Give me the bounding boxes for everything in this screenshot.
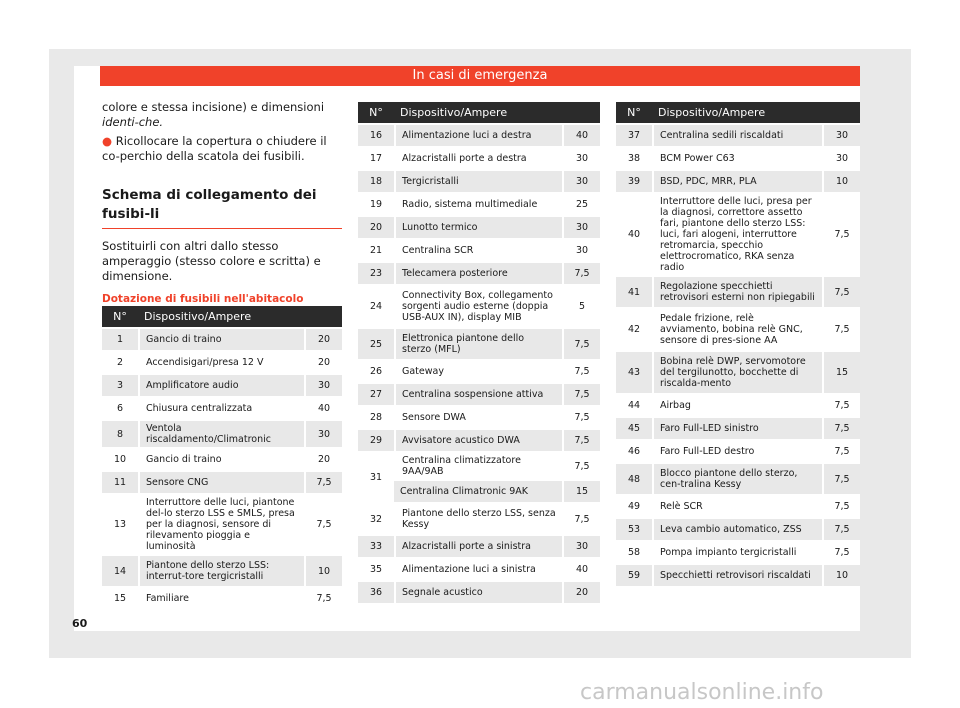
fuse-ampere: 7,5	[822, 277, 860, 307]
table-row	[616, 395, 860, 416]
fuse-ampere: 10	[304, 556, 342, 586]
fuse-number: 3	[102, 375, 138, 396]
intro-column	[102, 100, 342, 307]
fuse-number: 8	[102, 421, 138, 447]
fuse-device: Alzacristalli porte a destra	[394, 148, 562, 169]
table-row	[358, 407, 600, 428]
fuse-table-1	[102, 304, 342, 611]
table-row	[616, 309, 860, 350]
fuse-ampere: 30	[562, 240, 600, 261]
col-header-device: Dispositivo/Ampere	[138, 306, 342, 327]
fuse-number: 19	[358, 194, 394, 215]
fuse-number: 40	[616, 194, 652, 275]
fuse-device: Leva cambio automatico, ZSS	[652, 519, 822, 540]
fuse-ampere: 15	[562, 481, 600, 502]
fuse-ampere: 7,5	[822, 395, 860, 416]
fuse-ampere: 20	[304, 352, 342, 373]
section-title: Schema di collegamento dei fusibi-li	[102, 186, 342, 229]
fuse-ampere: 10	[822, 565, 860, 586]
table-row	[616, 418, 860, 439]
table-row	[358, 384, 600, 405]
fuse-device: Centralina climatizzatore 9AA/9AB	[394, 453, 562, 479]
fuse-number: 15	[102, 588, 138, 609]
fuse-number: 49	[616, 496, 652, 517]
fuse-device: Piantone dello sterzo LSS, senza Kessy	[394, 504, 562, 534]
fuse-number: 43	[616, 352, 652, 393]
fuse-ampere: 7,5	[822, 464, 860, 494]
table-row	[616, 565, 860, 586]
table-row	[616, 148, 860, 169]
table-row	[616, 464, 860, 494]
fuse-number: 24	[358, 286, 394, 327]
fuse-device: Bobina relè DWP, servomotore del tergilunotto, bocchette di riscalda-mento	[652, 352, 822, 393]
page-number: 60	[72, 617, 88, 630]
table-row	[616, 496, 860, 517]
fuse-number: 32	[358, 504, 394, 534]
fuse-ampere: 7,5	[562, 430, 600, 451]
table-row	[358, 453, 600, 479]
fuse-number: 11	[102, 472, 138, 493]
fuse-ampere: 7,5	[822, 441, 860, 462]
watermark: carmanualsonline.info	[580, 680, 824, 705]
table-row	[358, 361, 600, 382]
table-row	[358, 536, 600, 557]
fuse-number: 44	[616, 395, 652, 416]
fuse-number: 46	[616, 441, 652, 462]
fuse-ampere: 7,5	[562, 453, 600, 479]
col-header-number: N°	[616, 102, 652, 123]
fuse-device: Gancio di traino	[138, 329, 304, 350]
fuse-device: Gancio di traino	[138, 449, 304, 470]
fuse-number: 25	[358, 329, 394, 359]
fuse-device: Interruttore delle luci, presa per la diagnosi, correttore assetto fari, piantone dello sterzo LSS: luci, fari alogeni, interruttore retromarcia, specchio elettrocromatico, RKA senza radio	[652, 194, 822, 275]
fuse-number: 16	[358, 125, 394, 146]
fuse-table-3	[616, 100, 860, 588]
fuse-ampere: 30	[304, 375, 342, 396]
fuse-ampere: 7,5	[562, 504, 600, 534]
fuse-number: 27	[358, 384, 394, 405]
fuse-number: 41	[616, 277, 652, 307]
table-row	[102, 449, 342, 470]
fuse-device: Relè SCR	[652, 496, 822, 517]
fuse-ampere: 40	[562, 125, 600, 146]
col-header-number: N°	[102, 306, 138, 327]
fuse-device: Faro Full-LED sinistro	[652, 418, 822, 439]
fuse-table-2-body	[358, 125, 600, 603]
fuse-ampere: 7,5	[304, 588, 342, 609]
fuse-number: 45	[616, 418, 652, 439]
table-row	[102, 329, 342, 350]
table-row	[102, 588, 342, 609]
fuse-number: 10	[102, 449, 138, 470]
fuse-device: Avvisatore acustico DWA	[394, 430, 562, 451]
fuse-number: 38	[616, 148, 652, 169]
fuse-device: Connectivity Box, collegamento sorgenti audio esterne (doppia USB-AUX IN), display MIB	[394, 286, 562, 327]
table-row	[358, 148, 600, 169]
fuse-number: 20	[358, 217, 394, 238]
table-row	[616, 519, 860, 540]
fuse-ampere: 20	[562, 582, 600, 603]
table-row	[616, 194, 860, 275]
fuse-number: 26	[358, 361, 394, 382]
fuse-ampere: 7,5	[822, 496, 860, 517]
table-row	[358, 582, 600, 603]
table-row	[616, 542, 860, 563]
fuse-device: Telecamera posteriore	[394, 263, 562, 284]
fuse-table-1-body	[102, 329, 342, 609]
fuse-device: Gateway	[394, 361, 562, 382]
table-row	[358, 329, 600, 359]
fuse-ampere: 30	[822, 125, 860, 146]
fuse-number: 14	[102, 556, 138, 586]
table-row	[358, 125, 600, 146]
fuse-device: Sensore CNG	[138, 472, 304, 493]
fuse-ampere: 7,5	[562, 329, 600, 359]
fuse-device: Lunotto termico	[394, 217, 562, 238]
fuse-ampere: 7,5	[822, 519, 860, 540]
fuse-ampere: 20	[304, 449, 342, 470]
fuse-number: 18	[358, 171, 394, 192]
fuse-device: Amplificatore audio	[138, 375, 304, 396]
fuse-device: BSD, PDC, MRR, PLA	[652, 171, 822, 192]
fuse-device: Centralina sospensione attiva	[394, 384, 562, 405]
fuse-number: 39	[616, 171, 652, 192]
fuse-device: Airbag	[652, 395, 822, 416]
fuse-table-1-grid	[102, 304, 342, 611]
fuse-ampere: 30	[562, 148, 600, 169]
fuse-ampere: 10	[822, 171, 860, 192]
fuse-table-2	[358, 100, 600, 605]
fuse-ampere: 7,5	[304, 495, 342, 554]
col-header-device: Dispositivo/Ampere	[394, 102, 600, 123]
fuse-ampere: 15	[822, 352, 860, 393]
fuse-ampere: 7,5	[822, 194, 860, 275]
fuse-table-3-body	[616, 125, 860, 586]
table-row	[358, 504, 600, 534]
table-row	[358, 481, 600, 502]
fuse-device: Chiusura centralizzata	[138, 398, 304, 419]
table-row	[358, 171, 600, 192]
fuse-ampere: 5	[562, 286, 600, 327]
table-row	[616, 441, 860, 462]
fuse-number: 13	[102, 495, 138, 554]
col-header-device: Dispositivo/Ampere	[652, 102, 860, 123]
fuse-ampere: 30	[304, 421, 342, 447]
fuse-ampere: 7,5	[562, 384, 600, 405]
fuse-device: Pedale frizione, relè avviamento, bobina relè GNC, sensore di pres-sione AA	[652, 309, 822, 350]
table-row	[102, 472, 342, 493]
table-row	[358, 217, 600, 238]
intro-line: colore e stessa incisione) e dimensioni	[102, 100, 325, 114]
table-row	[358, 194, 600, 215]
table-row	[358, 559, 600, 580]
table-row	[102, 556, 342, 586]
fuse-table-3-grid	[616, 100, 860, 588]
fuse-device: Alimentazione luci a sinistra	[394, 559, 562, 580]
fuse-number: 36	[358, 582, 394, 603]
fuse-ampere: 30	[562, 536, 600, 557]
fuse-device: Familiare	[138, 588, 304, 609]
fuse-ampere: 7,5	[822, 542, 860, 563]
fuse-device: BCM Power C63	[652, 148, 822, 169]
fuse-ampere: 7,5	[562, 263, 600, 284]
fuse-number: 35	[358, 559, 394, 580]
fuse-device: Sensore DWA	[394, 407, 562, 428]
fuse-ampere: 30	[822, 148, 860, 169]
fuse-device: Accendisigari/presa 12 V	[138, 352, 304, 373]
fuse-ampere: 40	[562, 559, 600, 580]
table-row	[616, 352, 860, 393]
fuse-ampere: 7,5	[304, 472, 342, 493]
fuse-device: Elettronica piantone dello sterzo (MFL)	[394, 329, 562, 359]
fuse-number: 31	[358, 453, 394, 502]
fuse-number: 6	[102, 398, 138, 419]
fuse-device: Specchietti retrovisori riscaldati	[652, 565, 822, 586]
bullet-icon: ●	[102, 134, 113, 148]
fuse-device: Radio, sistema multimediale	[394, 194, 562, 215]
fuse-number: 48	[616, 464, 652, 494]
fuse-ampere: 7,5	[822, 309, 860, 350]
fuse-device: Alzacristalli porte a sinistra	[394, 536, 562, 557]
table-row	[102, 375, 342, 396]
table-row	[616, 171, 860, 192]
fuse-ampere: 25	[562, 194, 600, 215]
table-row	[102, 421, 342, 447]
table-row	[102, 352, 342, 373]
fuse-ampere: 7,5	[562, 361, 600, 382]
table-row	[358, 430, 600, 451]
fuse-device: Faro Full-LED destro	[652, 441, 822, 462]
fuse-device: Tergicristalli	[394, 171, 562, 192]
table-row	[102, 398, 342, 419]
fuse-device: Piantone dello sterzo LSS: interrut-tore tergicristalli	[138, 556, 304, 586]
fuse-device: Segnale acustico	[394, 582, 562, 603]
fuse-ampere: 40	[304, 398, 342, 419]
fuse-device: Centralina SCR	[394, 240, 562, 261]
col-header-number: N°	[358, 102, 394, 123]
fuse-number: 58	[616, 542, 652, 563]
fuse-number: 1	[102, 329, 138, 350]
fuse-number: 28	[358, 407, 394, 428]
fuse-ampere: 7,5	[562, 407, 600, 428]
fuse-device: Regolazione specchietti retrovisori esterni non ripiegabili	[652, 277, 822, 307]
fuse-device: Centralina Climatronic 9AK	[394, 481, 562, 502]
bullet-text: Ricollocare la copertura o chiudere il co-perchio della scatola dei fusibili.	[102, 134, 327, 163]
fuse-number: 23	[358, 263, 394, 284]
fuse-ampere: 20	[304, 329, 342, 350]
fuse-ampere: 7,5	[822, 418, 860, 439]
table-row	[616, 277, 860, 307]
table-row	[358, 263, 600, 284]
fuse-table-2-grid	[358, 100, 600, 605]
fuse-ampere: 30	[562, 171, 600, 192]
table-row	[358, 240, 600, 261]
intro-text	[102, 100, 342, 130]
intro-italic: identi-che.	[102, 115, 164, 129]
table-row	[102, 495, 342, 554]
fuse-device: Pompa impianto tergicristalli	[652, 542, 822, 563]
fuse-number: 21	[358, 240, 394, 261]
fuse-number: 2	[102, 352, 138, 373]
fuse-number: 53	[616, 519, 652, 540]
fuse-device: Centralina sedili riscaldati	[652, 125, 822, 146]
chapter-header: In casi di emergenza	[100, 66, 860, 86]
table-row	[358, 286, 600, 327]
fuse-number: 29	[358, 430, 394, 451]
intro-bullet	[102, 134, 342, 164]
fuse-number: 42	[616, 309, 652, 350]
fuse-device: Alimentazione luci a destra	[394, 125, 562, 146]
fuse-device: Interruttore delle luci, piantone del-lo sterzo LSS e SMLS, presa per la diagnosi, sensore di rilevamento pioggia e luminosità	[138, 495, 304, 554]
fuse-device: Blocco piantone dello sterzo, cen-tralina Kessy	[652, 464, 822, 494]
table-subheading: Dotazione di fusibili nell'abitacolo	[102, 293, 304, 305]
fuse-number: 59	[616, 565, 652, 586]
fuse-ampere: 30	[562, 217, 600, 238]
fuse-number: 33	[358, 536, 394, 557]
fuse-device: Ventola riscaldamento/Climatronic	[138, 421, 304, 447]
section-body: Sostituirli con altri dallo stesso amperaggio (stesso colore e scritta) e dimensione.	[102, 239, 321, 283]
fuse-number: 37	[616, 125, 652, 146]
fuse-number: 17	[358, 148, 394, 169]
table-row	[616, 125, 860, 146]
